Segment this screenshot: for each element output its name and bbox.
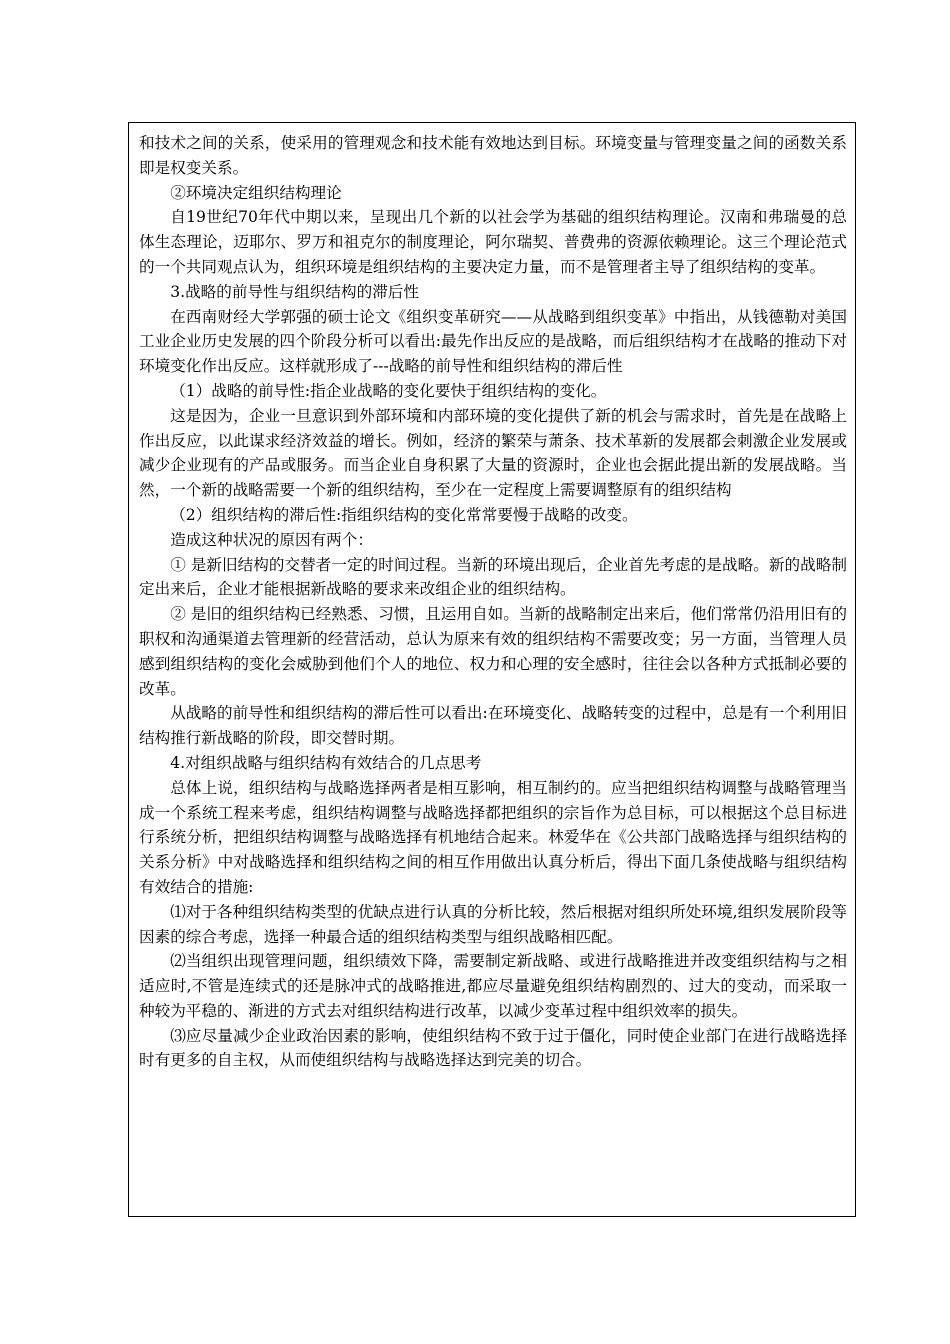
- paragraph-continuation: 和技术之间的关系，使采用的管理观念和技术能有效地达到目标。环境变量与管理变量之间的函数关系即是权变关系。: [139, 134, 847, 177]
- subheading-strategy-lead: （1）战略的前导性:指企业战略的变化要快于组织结构的变化。: [170, 381, 607, 400]
- subheading-structure-lag: （2）组织结构的滞后性:指组织结构的变化常常要慢于战略的改变。: [170, 505, 638, 524]
- paragraph: 从战略的前导性和组织结构的滞后性可以看出:在环境变化、战略转变的过程中，总是有一个利用旧结构推行新战略的阶段，即交替时期。: [139, 704, 847, 748]
- paragraph: 自19世纪70年代中期以来，呈现出几个新的以社会学为基础的组织结构理论。汉南和弗瑞曼的总体生态理论，迈耶尔、罗万和祖克尔的制度理论，阿尔瑞契、普费弗的资源依赖理论。这三个理论范式的一个共同观点认为，组织环境是组织结构的主要决定力量，而不是管理者主导了组织结构的变革。: [139, 208, 847, 276]
- document-body: [139, 131, 847, 1073]
- subheading-environment-theory: ②环境决定组织结构理论: [170, 183, 342, 202]
- document-frame: [128, 122, 856, 1217]
- list-item: ① 是新旧结构的交替者一定的时间过程。当新的环境出现后，企业首先考虑的是战略。新的战略制定出来后，企业才能根据新战略的要求来改组企业的组织结构。: [139, 555, 847, 599]
- paragraph: 在西南财经大学郭强的硕士论文《组织变革研究——从战略到组织变革》中指出，从钱德勒对美国工业企业历史发展的四个阶段分析可以看出:最先作出反应的是战略，而后组织结构才在战略的推动下对环境变化作出反应。这样就形成了---战略的前导性和组织结构的滞后性: [139, 307, 847, 376]
- list-item: ⑵当组织出现管理问题，组织绩效下降，需要制定新战略、或进行战略推进并改变组织结构与之相适应时,不管是连续式的还是脉冲式的战略推进,都应尽量避免组织结构剧烈的、过大的变动，而采取一种较为平稳的、渐进的方式去对组织结构进行改革，以减少变革过程中组织效率的损失。: [139, 952, 847, 1020]
- paragraph: 总体上说，组织结构与战略选择两者是相互影响，相互制约的。应当把组织结构调整与战略管理当成一个系统工程来考虑，组织结构调整与战略选择都把组织的宗旨作为总目标，可以根据这个总目标进行系统分析，把组织结构调整与战略选择有机地结合起来。林爱华在《公共部门战略选择与组织结构的关系分析》中对战略选择和组织结构之间的相互作用做出认真分析后，得出下面几条使战略与组织结构有效结合的措施:: [139, 778, 847, 896]
- list-item: ② 是旧的组织结构已经熟悉、习惯，且运用自如。当新的战略制定出来后，他们常常仍沿用旧有的职权和沟通渠道去管理新的经营活动，总认为原来有效的组织结构不需要改变；另一方面，当管理人员感到组织结构的变化会威胁到他们个人的地位、权力和心理的安全感时，往往会以各种方式抵制必要的改革。: [139, 605, 847, 698]
- paragraph: 造成这种状况的原因有两个：: [170, 530, 373, 549]
- section-heading-3: 3.战略的前导性与组织结构的滞后性: [170, 282, 419, 301]
- list-item: ⑴对于各种组织结构类型的优缺点进行认真的分析比较，然后根据对组织所处环境,组织发展阶段等因素的综合考虑，选择一种最合适的组织结构类型与组织战略相匹配。: [139, 902, 847, 946]
- section-heading-4: 4.对组织战略与组织结构有效结合的几点思考: [170, 753, 482, 772]
- paragraph: 这是因为，企业一旦意识到外部环境和内部环境的变化提供了新的机会与需求时，首先是在战略上作出反应，以此谋求经济效益的增长。例如，经济的繁荣与萧条、技术革新的发展都会刺激企业发展或减少企业现有的产品或服务。而当企业自身积累了大量的资源时，企业也会据此提出新的发展战略。当然，一个新的战略需要一个新的组织结构，至少在一定程度上需要调整原有的组织结构: [139, 406, 847, 500]
- list-item: ⑶应尽量减少企业政治因素的影响，使组织结构不致于过于僵化，同时使企业部门在进行战略选择时有更多的自主权，从而使组织结构与战略选择达到完美的切合。: [139, 1026, 847, 1070]
